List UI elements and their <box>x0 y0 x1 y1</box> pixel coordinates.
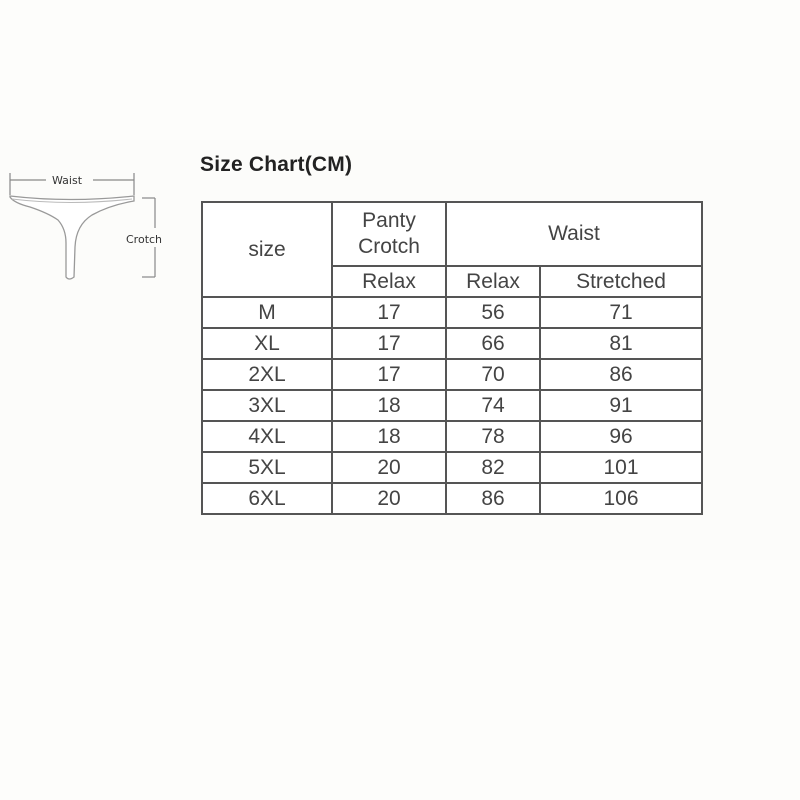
cell-waist-relax: 56 <box>446 297 540 328</box>
cell-crotch: 20 <box>332 452 446 483</box>
table-row <box>202 452 702 483</box>
table-row <box>202 483 702 514</box>
subheader-waist-relax: Relax <box>446 266 540 297</box>
cell-size: XL <box>202 328 332 359</box>
size-chart-title: Size Chart(CM) <box>200 153 353 176</box>
cell-waist-relax: 66 <box>446 328 540 359</box>
panty-outline <box>10 196 134 279</box>
cell-waist-relax: 70 <box>446 359 540 390</box>
cell-waist-stretched: 81 <box>540 328 702 359</box>
cell-waist-relax: 78 <box>446 421 540 452</box>
cell-waist-stretched: 101 <box>540 452 702 483</box>
cell-crotch: 17 <box>332 297 446 328</box>
cell-waist-stretched: 106 <box>540 483 702 514</box>
cell-size: M <box>202 297 332 328</box>
cell-crotch: 18 <box>332 390 446 421</box>
cell-waist-stretched: 71 <box>540 297 702 328</box>
cell-size: 3XL <box>202 390 332 421</box>
table-row <box>202 359 702 390</box>
size-chart-table <box>201 201 703 515</box>
cell-waist-stretched: 96 <box>540 421 702 452</box>
cell-waist-relax: 86 <box>446 483 540 514</box>
cell-size: 2XL <box>202 359 332 390</box>
waist-label: Waist <box>52 174 83 187</box>
table-row <box>202 390 702 421</box>
cell-waist-stretched: 86 <box>540 359 702 390</box>
cell-waist-relax: 82 <box>446 452 540 483</box>
header-crotch-label: Crotch <box>358 235 420 258</box>
header-waist: Waist <box>446 202 702 266</box>
header-size: size <box>202 202 332 297</box>
panty-measurement-diagram <box>0 165 180 290</box>
table-row <box>202 297 702 328</box>
cell-crotch: 17 <box>332 359 446 390</box>
cell-waist-relax: 74 <box>446 390 540 421</box>
crotch-label: Crotch <box>126 233 163 246</box>
cell-waist-stretched: 91 <box>540 390 702 421</box>
table-row <box>202 421 702 452</box>
cell-size: 4XL <box>202 421 332 452</box>
cell-size: 5XL <box>202 452 332 483</box>
subheader-crotch-relax: Relax <box>332 266 446 297</box>
table-header-row <box>202 202 702 266</box>
subheader-waist-stretched: Stretched <box>540 266 702 297</box>
cell-crotch: 20 <box>332 483 446 514</box>
cell-size: 6XL <box>202 483 332 514</box>
table-row <box>202 328 702 359</box>
header-panty-label: Panty <box>362 209 416 232</box>
header-panty-crotch <box>332 202 446 266</box>
cell-crotch: 17 <box>332 328 446 359</box>
cell-crotch: 18 <box>332 421 446 452</box>
